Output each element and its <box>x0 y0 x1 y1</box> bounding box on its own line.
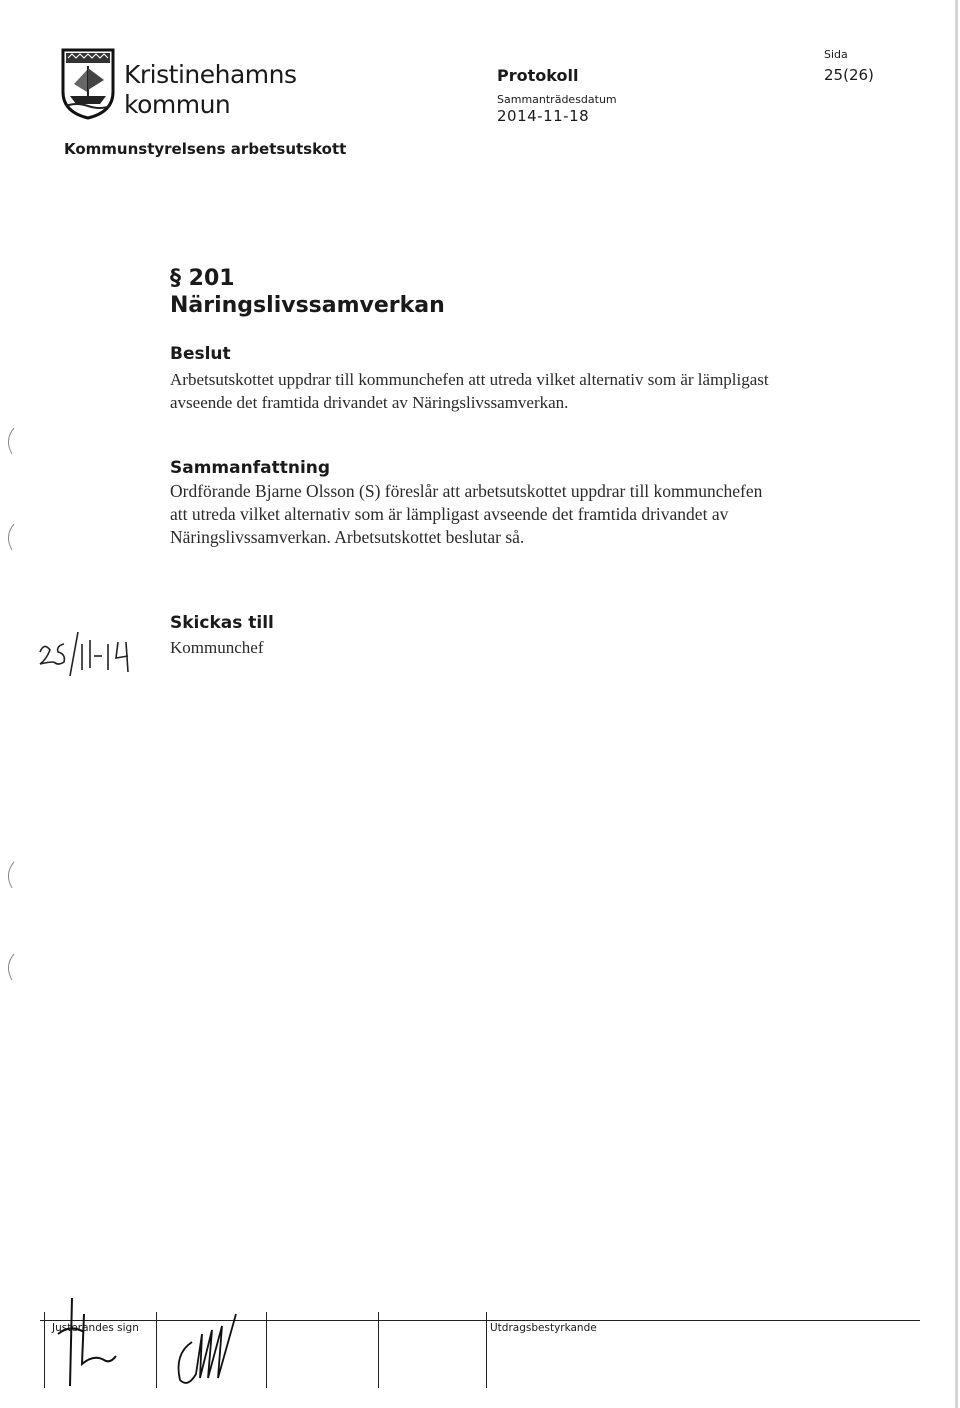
handwritten-date-annotation <box>34 618 144 682</box>
page-number: 25(26) <box>824 66 874 84</box>
section-title: Näringslivssamverkan <box>170 293 445 318</box>
meeting-date-label: Sammanträdesdatum <box>497 93 617 106</box>
summary-heading: Sammanfattning <box>170 458 331 478</box>
footer-divider <box>378 1312 379 1388</box>
footer-divider <box>266 1312 267 1388</box>
footer-divider <box>44 1312 45 1388</box>
send-to-heading: Skickas till <box>170 613 274 633</box>
justification-label: Justerandes sign <box>52 1322 139 1334</box>
scan-mark-icon <box>0 950 22 986</box>
initials-signature <box>166 1294 256 1390</box>
footer-divider <box>486 1312 487 1388</box>
municipality-name-line1: Kristinehamns <box>124 60 297 89</box>
scan-mark-icon <box>0 858 22 894</box>
extract-certification-label: Utdragsbestyrkande <box>490 1322 597 1334</box>
scan-mark-icon <box>0 520 22 556</box>
committee-name: Kommunstyrelsens arbetsutskott <box>64 140 347 158</box>
document-type: Protokoll <box>497 66 579 85</box>
scan-edge <box>955 0 958 1408</box>
initials-signature <box>50 1294 140 1390</box>
coat-of-arms-icon <box>60 46 116 120</box>
decision-heading: Beslut <box>170 344 231 364</box>
summary-text: Ordförande Bjarne Olsson (S) föreslår att arbetsutskottet uppdrar till kommunchefen att utreda vilket alternativ som är lämpligast avseende det framtida drivandet av Näringslivssamverkan. Arbetsutskottet beslutar så. <box>170 481 763 547</box>
send-to-recipient: Kommunchef <box>170 638 264 657</box>
page-label: Sida <box>824 48 848 61</box>
meeting-date: 2014-11-18 <box>497 107 590 125</box>
scan-mark-icon <box>0 424 22 460</box>
municipality-name-line2: kommun <box>124 90 231 119</box>
paragraph-number: § 201 <box>170 266 235 291</box>
decision-text: Arbetsutskottet uppdrar till kommunchefen att utreda vilket alternativ som är lämpligast avseende det framtida drivandet av Näringslivssamverkan. <box>170 370 769 412</box>
footer-divider <box>156 1312 157 1388</box>
